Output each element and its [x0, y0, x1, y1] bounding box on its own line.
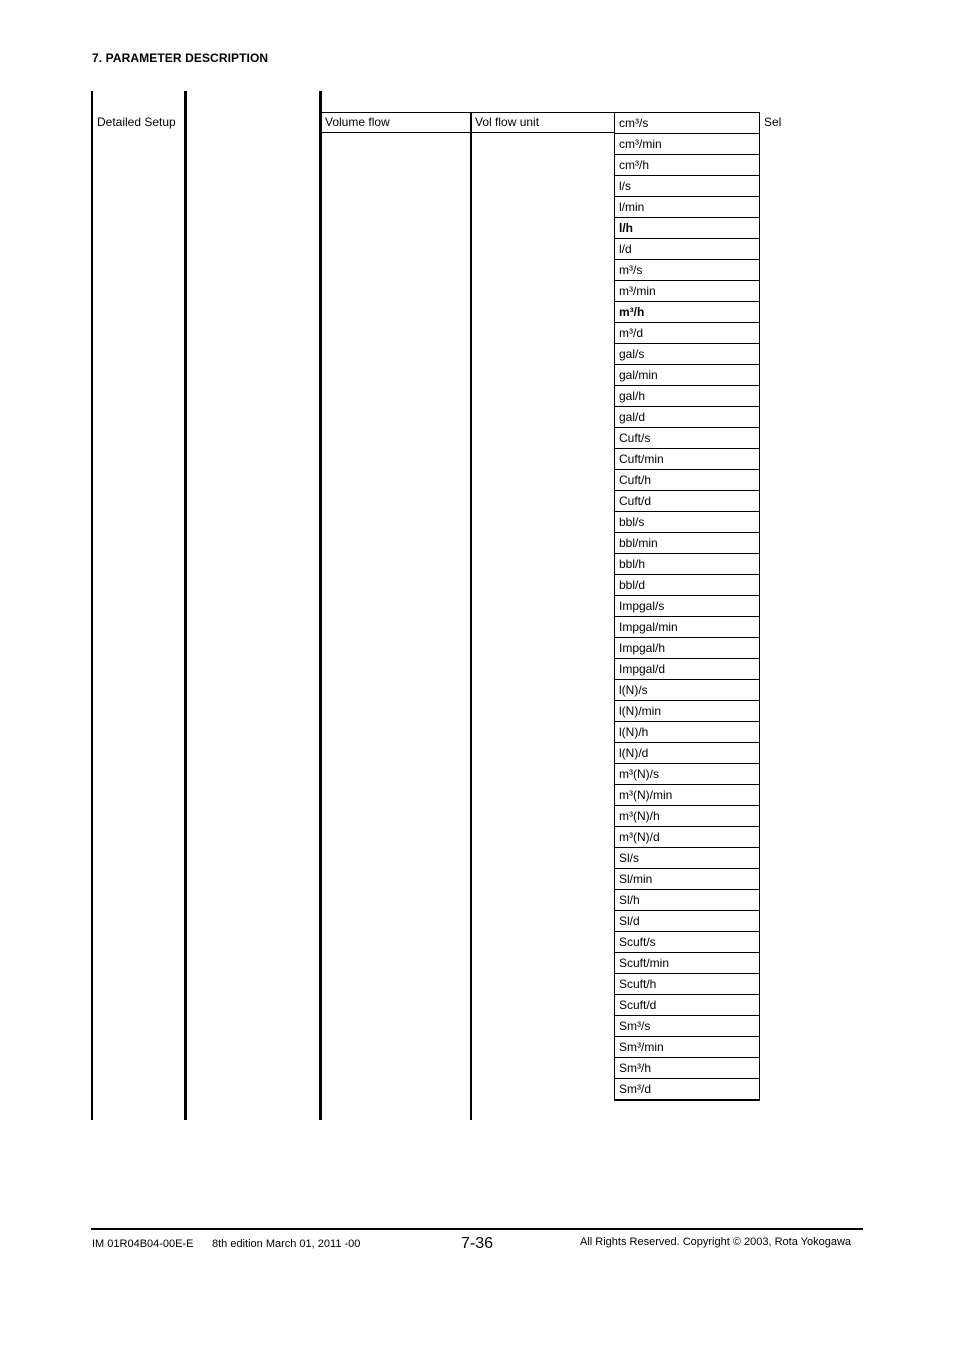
unit-option: bbl/d	[615, 575, 759, 596]
unit-options-list	[614, 112, 760, 1101]
unit-option: m³(N)/d	[615, 827, 759, 848]
unit-option: l/min	[615, 197, 759, 218]
column-line-3	[319, 91, 322, 1120]
menu-detailed-setup: Detailed Setup	[97, 115, 176, 129]
unit-option: l(N)/s	[615, 680, 759, 701]
unit-option: bbl/min	[615, 533, 759, 554]
unit-option: gal/d	[615, 407, 759, 428]
unit-option: cm³/s	[615, 113, 759, 134]
page-number: 7-36	[461, 1235, 494, 1252]
copyright: All Rights Reserved. Copyright © 2003, Rota Yokogawa	[580, 1236, 852, 1248]
unit-option: l/h	[615, 218, 759, 239]
unit-option: gal/min	[615, 365, 759, 386]
unit-option: Impgal/min	[615, 617, 759, 638]
edition: 8th edition March 01, 2011 -00	[212, 1238, 361, 1250]
unit-option: Sm³/d	[615, 1079, 759, 1101]
unit-option: Cuft/h	[615, 470, 759, 491]
unit-option: m³(N)/min	[615, 785, 759, 806]
unit-option: Scuft/s	[615, 932, 759, 953]
unit-option: l(N)/h	[615, 722, 759, 743]
unit-option: m³/d	[615, 323, 759, 344]
doc-id: IM 01R04B04-00E-E	[92, 1238, 194, 1250]
unit-option: Cuft/min	[615, 449, 759, 470]
footer-rule	[91, 1228, 863, 1230]
unit-option: bbl/h	[615, 554, 759, 575]
column-line-4	[470, 132, 472, 1120]
unit-option: Cuft/d	[615, 491, 759, 512]
unit-option: gal/h	[615, 386, 759, 407]
unit-option: Sl/h	[615, 890, 759, 911]
unit-option: Sm³/h	[615, 1058, 759, 1079]
unit-option: l(N)/min	[615, 701, 759, 722]
unit-option: m³/min	[615, 281, 759, 302]
unit-option: gal/s	[615, 344, 759, 365]
unit-option: Cuft/s	[615, 428, 759, 449]
unit-option: Impgal/s	[615, 596, 759, 617]
unit-option: m³/h	[615, 302, 759, 323]
unit-option: l(N)/d	[615, 743, 759, 764]
parameter-vol-flow-unit: Vol flow unit	[475, 115, 540, 129]
unit-option: m³/s	[615, 260, 759, 281]
unit-option: l/s	[615, 176, 759, 197]
unit-option: Sm³/min	[615, 1037, 759, 1058]
unit-option: Scuft/d	[615, 995, 759, 1016]
unit-option: Sl/min	[615, 869, 759, 890]
unit-option: Impgal/h	[615, 638, 759, 659]
unit-option: Sm³/s	[615, 1016, 759, 1037]
unit-option: l/d	[615, 239, 759, 260]
remark-sel: Sel	[764, 115, 782, 129]
column-line-1	[91, 91, 93, 1120]
unit-option: cm³/h	[615, 155, 759, 176]
unit-option: m³(N)/h	[615, 806, 759, 827]
column-line-2	[184, 91, 187, 1120]
unit-option: bbl/s	[615, 512, 759, 533]
unit-option: Impgal/d	[615, 659, 759, 680]
unit-option: Scuft/h	[615, 974, 759, 995]
unit-option: Sl/s	[615, 848, 759, 869]
unit-option: Sl/d	[615, 911, 759, 932]
section-title: 7. PARAMETER DESCRIPTION	[92, 51, 269, 65]
unit-option: m³(N)/s	[615, 764, 759, 785]
menu-volume-flow: Volume flow	[325, 115, 390, 129]
unit-option: cm³/min	[615, 134, 759, 155]
unit-option: Scuft/min	[615, 953, 759, 974]
